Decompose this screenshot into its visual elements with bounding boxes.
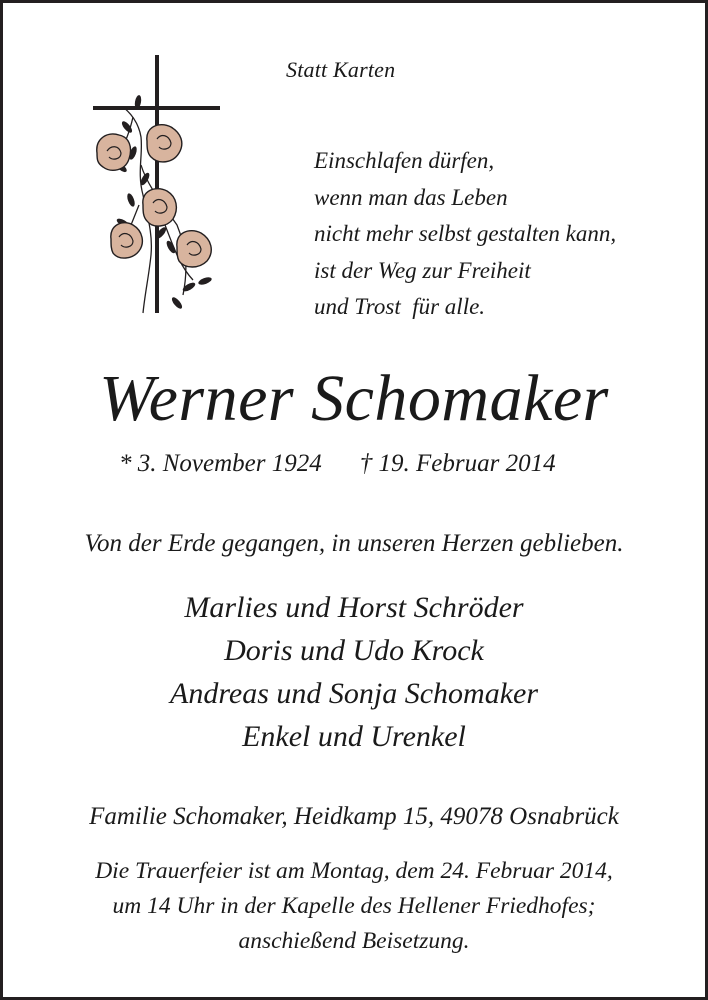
family-address: Familie Schomaker, Heidkamp 15, 49078 Osnabrück bbox=[89, 803, 619, 830]
poem-line: nicht mehr selbst gestalten kann, bbox=[314, 221, 617, 246]
funeral-details bbox=[3, 854, 705, 959]
mourner: Doris und Udo Krock bbox=[224, 634, 484, 667]
funeral-line: Die Trauerfeier ist am Montag, dem 24. Februar 2014, bbox=[95, 858, 613, 884]
mourners-list bbox=[3, 586, 705, 758]
motto: Von der Erde gegangen, in unseren Herzen geblieben. bbox=[84, 530, 624, 557]
mourner: Enkel und Urenkel bbox=[242, 720, 466, 753]
poem-line: wenn man das Leben bbox=[314, 184, 508, 210]
poem-line: ist der Weg zur Freiheit bbox=[314, 257, 531, 283]
life-dates bbox=[119, 450, 556, 478]
birth-date: * 3. November 1924 bbox=[119, 450, 322, 477]
funeral-line: um 14 Uhr in der Kapelle des Hellener Friedhofes; bbox=[112, 893, 596, 919]
cross-with-roses-icon bbox=[93, 55, 223, 317]
header-statt-karten: Statt Karten bbox=[286, 57, 396, 82]
poem-line: Einschlafen dürfen, bbox=[314, 148, 495, 173]
deceased-name: Werner Schomaker bbox=[99, 362, 609, 435]
funeral-line: anschießend Beisetzung. bbox=[238, 928, 470, 954]
mourner: Marlies und Horst Schröder bbox=[184, 591, 524, 624]
death-date: † 19. Februar 2014 bbox=[359, 450, 556, 477]
poem-line: und Trost für alle. bbox=[314, 294, 486, 319]
mourner: Andreas und Sonja Schomaker bbox=[170, 677, 538, 710]
poem bbox=[314, 143, 616, 326]
